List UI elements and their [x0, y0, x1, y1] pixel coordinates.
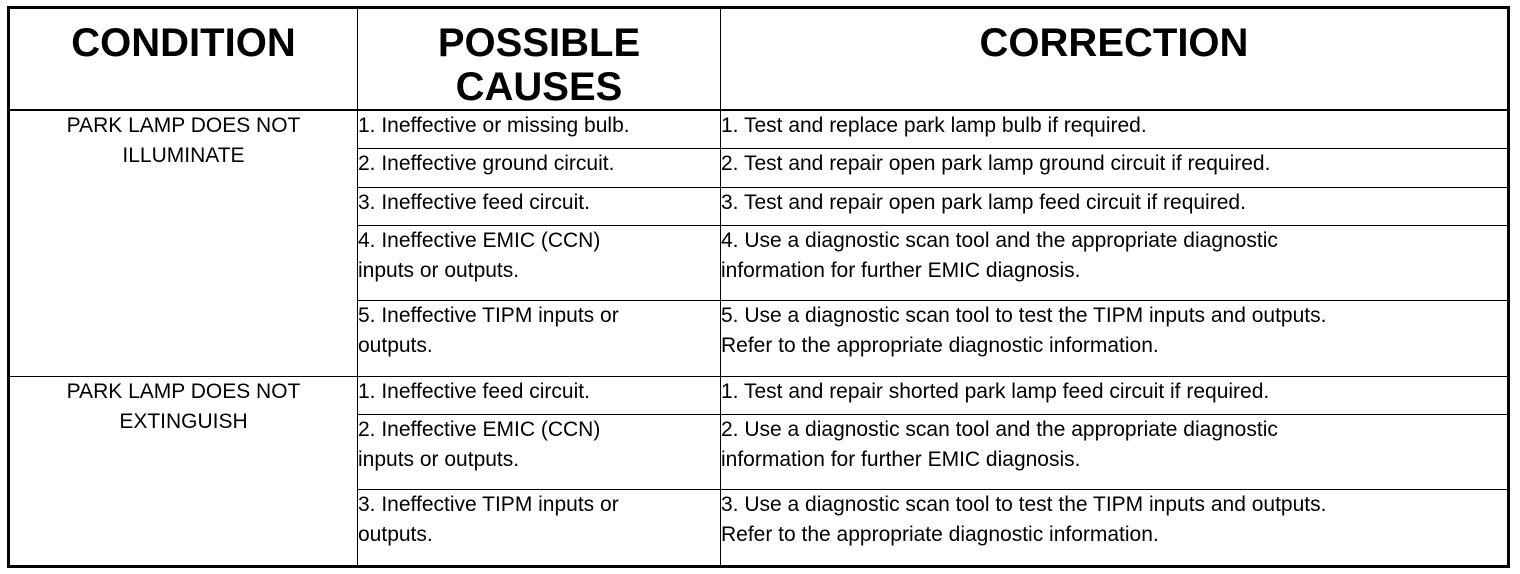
header-row	[9, 8, 1509, 111]
correction-cell: 2. Test and repair open park lamp ground circuit if required.	[721, 149, 1509, 187]
diagnosis-table	[7, 6, 1510, 568]
header-possible-causes: POSSIBLE CAUSES	[358, 8, 721, 111]
condition-cell: PARK LAMP DOES NOT ILLUMINATE	[9, 110, 358, 376]
correction-cell: 3. Use a diagnostic scan tool to test the TIPM inputs and outputs. Refer to the appropriate diagnostic information.	[721, 490, 1509, 567]
cause-cell: 1. Ineffective or missing bulb.	[358, 110, 721, 149]
cause-cell: 3. Ineffective feed circuit.	[358, 187, 721, 225]
table-row	[9, 110, 1509, 149]
correction-cell: 5. Use a diagnostic scan tool to test the TIPM inputs and outputs. Refer to the appropriate diagnostic information.	[721, 301, 1509, 376]
condition-cell: PARK LAMP DOES NOT EXTINGUISH	[9, 376, 358, 566]
header-condition: CONDITION	[9, 8, 358, 111]
correction-cell: 1. Test and repair shorted park lamp feed circuit if required.	[721, 376, 1509, 414]
cause-cell: 4. Ineffective EMIC (CCN) inputs or outputs.	[358, 226, 721, 301]
correction-cell: 4. Use a diagnostic scan tool and the appropriate diagnostic information for further EMIC diagnosis.	[721, 226, 1509, 301]
table-row	[9, 376, 1509, 414]
correction-cell: 2. Use a diagnostic scan tool and the appropriate diagnostic information for further EMIC diagnosis.	[721, 415, 1509, 490]
cause-cell: 2. Ineffective EMIC (CCN) inputs or outputs.	[358, 415, 721, 490]
cause-cell: 1. Ineffective feed circuit.	[358, 376, 721, 414]
correction-cell: 3. Test and repair open park lamp feed circuit if required.	[721, 187, 1509, 225]
cause-cell: 3. Ineffective TIPM inputs or outputs.	[358, 490, 721, 567]
header-correction: CORRECTION	[721, 8, 1509, 111]
cause-cell: 5. Ineffective TIPM inputs or outputs.	[358, 301, 721, 376]
cause-cell: 2. Ineffective ground circuit.	[358, 149, 721, 187]
correction-cell: 1. Test and replace park lamp bulb if required.	[721, 110, 1509, 149]
